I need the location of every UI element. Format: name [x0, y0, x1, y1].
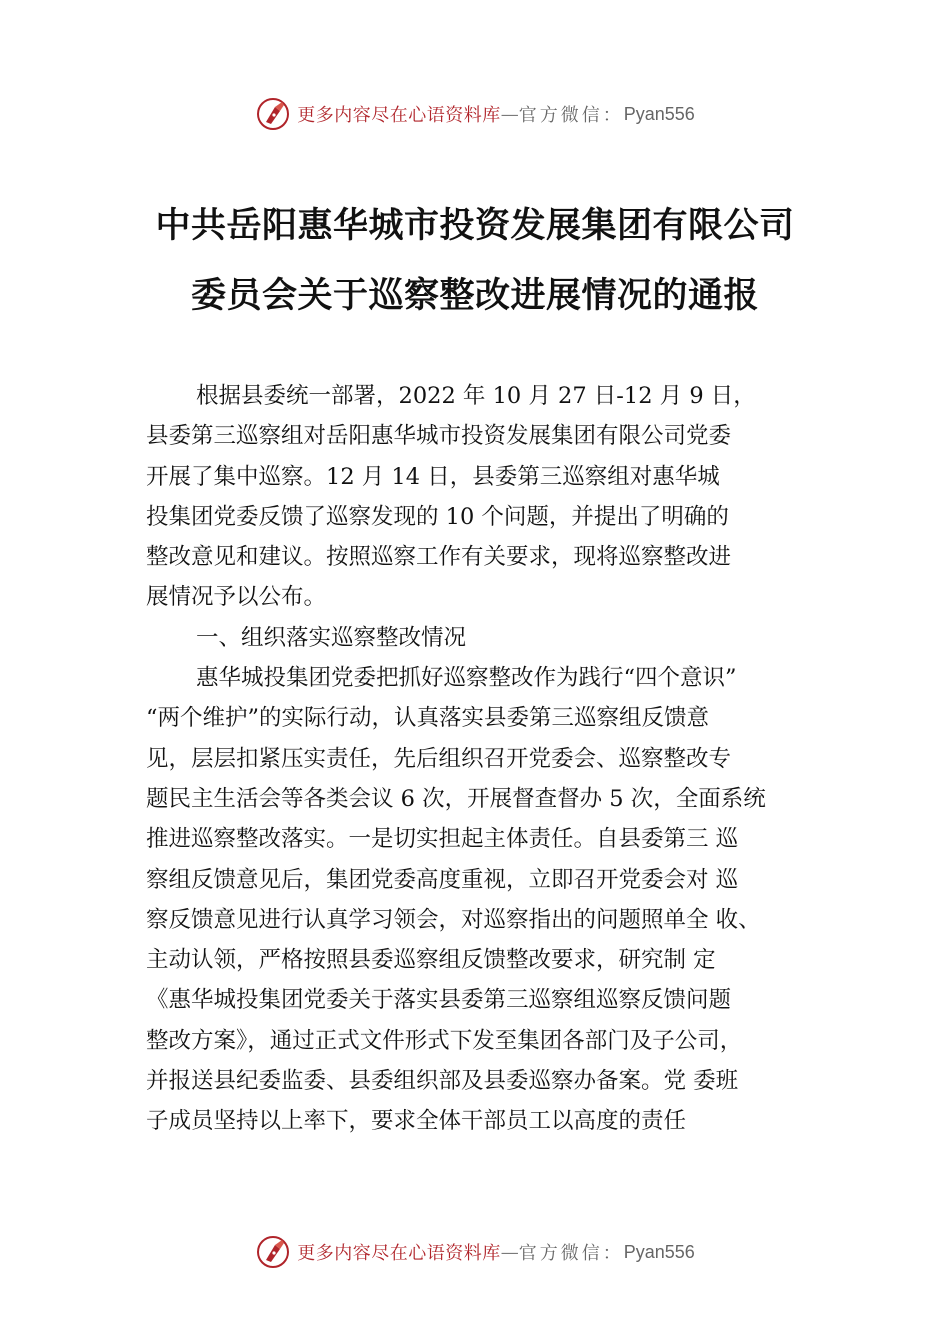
watermark-dash: —: [500, 1241, 519, 1263]
watermark-label: 官方微信：: [518, 1243, 624, 1264]
body-line: 县委第三巡察组对岳阳惠华城市投资发展集团有限公司党委: [146, 423, 732, 450]
body-line: 题民主生活会等各类会议 6 次，开展督查督办 5 次，全面系统: [146, 785, 766, 812]
body-line: 察反馈意见进行认真学习领会，对巡察指出的问题照单全 收、: [146, 906, 761, 933]
watermark-banner-bottom: [0, 1232, 950, 1272]
body-line: 开展了集中巡察。12 月 14 日，县委第三巡察组对惠华城: [146, 463, 720, 490]
document-title-line-1: 中共岳阳惠华城市投资发展集团有限公司: [155, 206, 795, 246]
fountain-pen-nib-icon: [255, 96, 291, 132]
body-line: 见，层层扣紧压实责任，先后组织召开党委会、巡察整改专: [146, 745, 732, 772]
watermark-brand-text: 更多内容尽在心语资料库: [297, 105, 501, 126]
document-body: [146, 376, 836, 1142]
watermark-dash: —: [500, 103, 519, 125]
watermark-brand-text: 更多内容尽在心语资料库: [297, 1243, 501, 1264]
body-line: 《惠华城投集团党委关于落实县委第三巡察组巡察反馈问题: [146, 987, 732, 1014]
fountain-pen-nib-icon: [255, 1234, 291, 1270]
body-line: 整改意见和建议。按照巡察工作有关要求，现将巡察整改进: [146, 544, 732, 571]
section-heading: 一、组织落实巡察整改情况: [196, 624, 467, 651]
body-line: 整改方案》，通过正式文件形式下发至集团各部门及子公司，: [146, 1027, 743, 1054]
body-line: 并报送县纪委监委、县委组织部及县委巡察办备案。党 委班: [146, 1068, 739, 1095]
watermark-wechat-id: Pyan556: [623, 1241, 695, 1262]
watermark-label: 官方微信：: [518, 105, 624, 126]
body-line: 根据县委统一部署，2022 年 10 月 27 日-12 月 9 日，: [196, 383, 756, 409]
body-line: “两个维护”的实际行动，认真落实县委第三巡察组反馈意: [146, 705, 710, 732]
body-line: 推进巡察整改落实。一是切实担起主体责任。自县委第三 巡: [146, 826, 739, 853]
body-line: 察组反馈意见后，集团党委高度重视，立即召开党委会对 巡: [146, 866, 739, 893]
watermark-banner-top: [0, 94, 950, 134]
body-line: 惠华城投集团党委把抓好巡察整改作为践行“四个意识”: [196, 665, 737, 692]
body-line: 子成员坚持以上率下，要求全体干部员工以高度的责任: [146, 1108, 687, 1135]
body-line: 展情况予以公布。: [146, 584, 327, 611]
body-line: 投集团党委反馈了巡察发现的 10 个问题，并提出了明确的: [146, 503, 729, 530]
watermark-wechat-id: Pyan556: [623, 103, 695, 124]
document-title-line-2: 委员会关于巡察整改进展情况的通报: [190, 276, 759, 316]
body-line: 主动认领，严格按照县委巡察组反馈整改要求，研究制 定: [146, 947, 716, 974]
